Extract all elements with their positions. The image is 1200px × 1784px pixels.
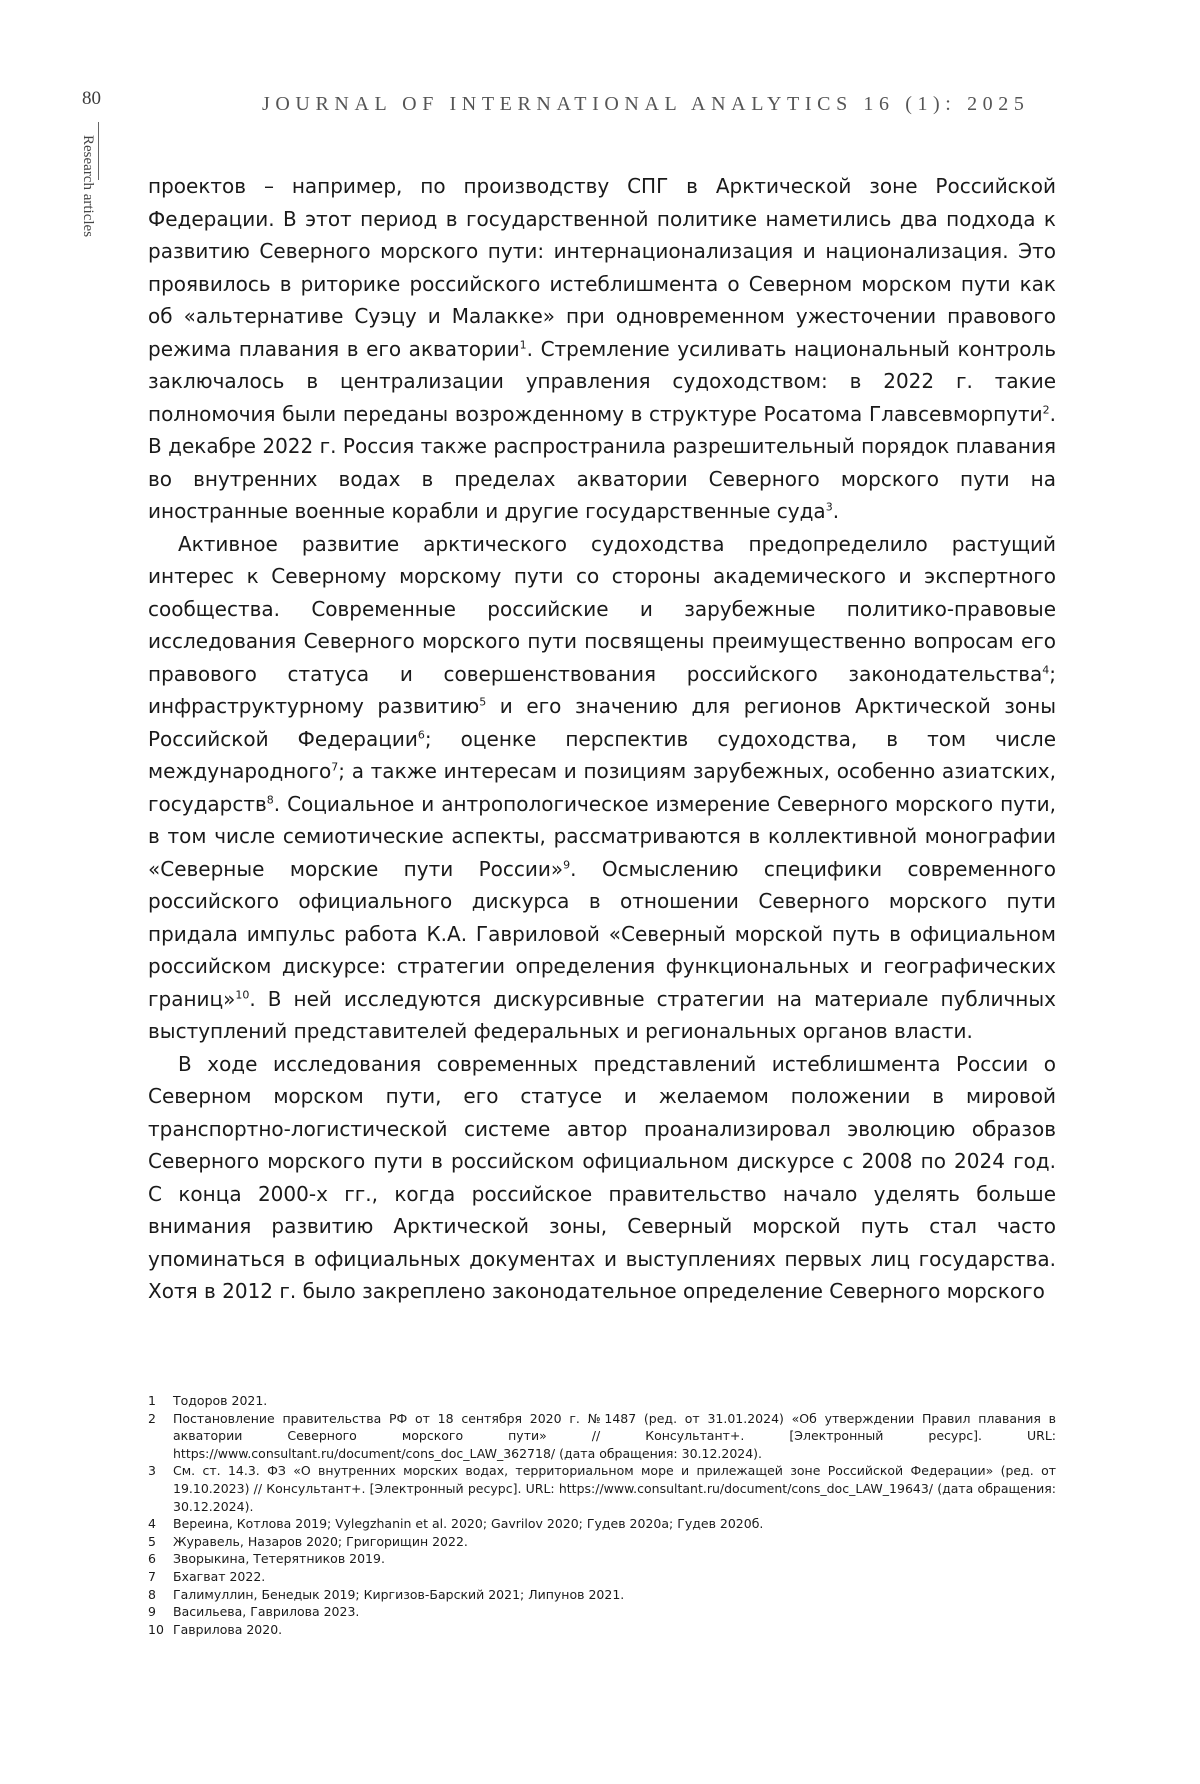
paragraph-text: ; а также интересам и позициям зарубежных, особенно азиатских, государств	[148, 759, 1056, 816]
paragraph-text: . В ней исследуются дискурсивные стратегии на материале публичных выступлений представителей федеральных и региональных органов власти.	[148, 986, 1056, 1043]
paragraph-text: ; инфраструктурному развитию	[148, 661, 1056, 718]
paragraph-text: и его значению для регионов Арктической зоны Российской Федерации	[148, 694, 1057, 751]
footnote-number: 5	[148, 1533, 156, 1549]
footnote-text: Галимуллин, Бенедык 2019; Киргизов-Барский 2021; Липунов 2021.	[173, 1586, 625, 1602]
paragraph-text: Активное развитие арктического судоходства предопределило растущий интерес к Северному морскому пути со стороны академического и экспертного сообщества. Современные российские и зарубежные политико-правовые исследования Северного морского пути посвящены преимущественно вопросам его правового статуса и совершенствования российского законодательства	[148, 531, 1056, 686]
footnote-number: 2	[148, 1410, 156, 1426]
paragraph-2	[148, 528, 1056, 1048]
footnote-number: 7	[148, 1568, 156, 1584]
footnote-1	[148, 1392, 1056, 1410]
footnote-3	[148, 1462, 1056, 1515]
footnote-4	[148, 1515, 1056, 1533]
footnote-text: Зворыкина, Тетерятников 2019.	[173, 1551, 385, 1567]
journal-running-header: JOURNAL OF INTERNATIONAL ANALYTICS 16 (1): 2025	[262, 93, 1030, 115]
footnote-ref-5[interactable]: 5	[479, 695, 487, 709]
footnote-number: 1	[148, 1393, 156, 1408]
footnote-ref-4[interactable]: 4	[1042, 662, 1050, 676]
footnote-9	[148, 1603, 1056, 1621]
paragraph-text: . Стремление усиливать национальный контроль заключалось в централизации управления судоходством: в 2022 г. такие полномочия были переданы возрожденному в структуре Росатома Главсевморпути	[148, 336, 1056, 426]
footnote-text: См. ст. 14.3. ФЗ «О внутренних морских водах, территориальном море и прилежащей зоне Российской Федерации» (ред. от 19.10.2023) // Консультант+. [Электронный ресурс]. URL: https://www.consultant.ru/document/cons_doc_LAW_19643/ (дата обращения: 30.12.2024).	[173, 1463, 1056, 1514]
footnote-ref-9[interactable]: 9	[563, 857, 571, 871]
footnote-6	[148, 1550, 1056, 1568]
footnote-number: 9	[148, 1604, 156, 1620]
footnotes	[148, 1392, 1056, 1638]
paragraph-text: . В декабре 2022 г. Россия также распространила разрешительный порядок плавания во внутренних водах в пределах акватории Северного морского пути на иностранные военные корабли и другие государственные суда	[148, 401, 1056, 523]
page-number: 80	[82, 88, 101, 109]
header-divider	[98, 122, 99, 180]
footnote-ref-8[interactable]: 8	[266, 792, 274, 806]
footnote-ref-6[interactable]: 6	[417, 727, 425, 741]
section-label: Research articles	[80, 135, 96, 238]
footnote-text: Васильева, Гаврилова 2023.	[173, 1604, 360, 1620]
paragraph-text: проектов – например, по производству СПГ в Арктической зоне Российской Федерации. В этот период в государственной политике наметились два подхода к развитию Северного морского пути: интернационализация и национализация. Это проявилось в риторике российского истеблишмента о Северном морском пути как об «альтернативе Суэцу и Малакке» при одновременном ужесточении правового режима плавания в его акватории	[148, 174, 1056, 361]
footnote-text: Журавель, Назаров 2020; Григорищин 2022.	[173, 1533, 468, 1549]
footnote-number: 3	[148, 1463, 156, 1479]
paragraph-text: . Социальное и антропологическое измерение Северного морского пути, в том числе семиотические аспекты, рассматриваются в коллективной монографии «Северные морские пути России»	[148, 791, 1056, 881]
footnote-number: 10	[148, 1621, 164, 1637]
article-body	[148, 170, 1056, 1308]
footnote-ref-7[interactable]: 7	[331, 760, 339, 774]
footnote-ref-2[interactable]: 2	[1042, 402, 1050, 416]
paragraph-text: . Осмыслению специфики современного российского официального дискурса в отношении Северного морского пути придала импульс работа К.А. Гавриловой «Северный морской путь в официальном российском дискурсе: стратегии определения функциональных и географических границ»	[148, 856, 1056, 1011]
footnote-ref-3[interactable]: 3	[825, 500, 833, 514]
footnote-ref-1[interactable]: 1	[519, 337, 527, 351]
footnote-number: 6	[148, 1551, 156, 1567]
footnote-5	[148, 1533, 1056, 1551]
footnote-number: 4	[148, 1516, 156, 1532]
footnote-7	[148, 1568, 1056, 1586]
footnote-8	[148, 1586, 1056, 1604]
paragraph-3: В ходе исследования современных представлений истеблишмента России о Северном морском пути, его статусе и желаемом положении в мировой транспортно-логистической системе автор проанализировал эволюцию образов Северного морского пути в российском официальном дискурсе с 2008 по 2024 год. С конца 2000-х гг., когда российское правительство начало уделять больше внимания развитию Арктической зоны, Северный морской путь стал часто упоминаться в официальных документах и выступлениях первых лиц государства. Хотя в 2012 г. было закреплено законодательное определение Северного морского	[148, 1051, 1056, 1303]
footnote-ref-10[interactable]: 10	[235, 987, 250, 1001]
footnote-text: Бхагват 2022.	[173, 1568, 266, 1584]
paragraph-1	[148, 170, 1056, 528]
footnote-10	[148, 1621, 1056, 1639]
footnote-text: Гаврилова 2020.	[173, 1621, 283, 1637]
footnote-text: Тодоров 2021.	[173, 1393, 268, 1408]
paragraph-text: ; оценке перспектив судоходства, в том числе международного	[148, 726, 1056, 783]
footnote-number: 8	[148, 1586, 156, 1602]
footnote-text: Вереина, Котлова 2019; Vylegzhanin et al. 2020; Gavrilov 2020; Гудев 2020а; Гудев 2020б.	[173, 1516, 764, 1532]
paragraph-text: .	[832, 499, 840, 523]
footnote-2	[148, 1410, 1056, 1463]
footnote-text: Постановление правительства РФ от 18 сентября 2020 г. №1487 (ред. от 31.01.2024) «Об утверждении Правил плавания в акватории Северного морского пути» // Консультант+. [Электронный ресурс]. URL: https://www.consultant.ru/document/cons_doc_LAW_362718/ (дата обращения: 30.12.2024).	[173, 1410, 1056, 1461]
